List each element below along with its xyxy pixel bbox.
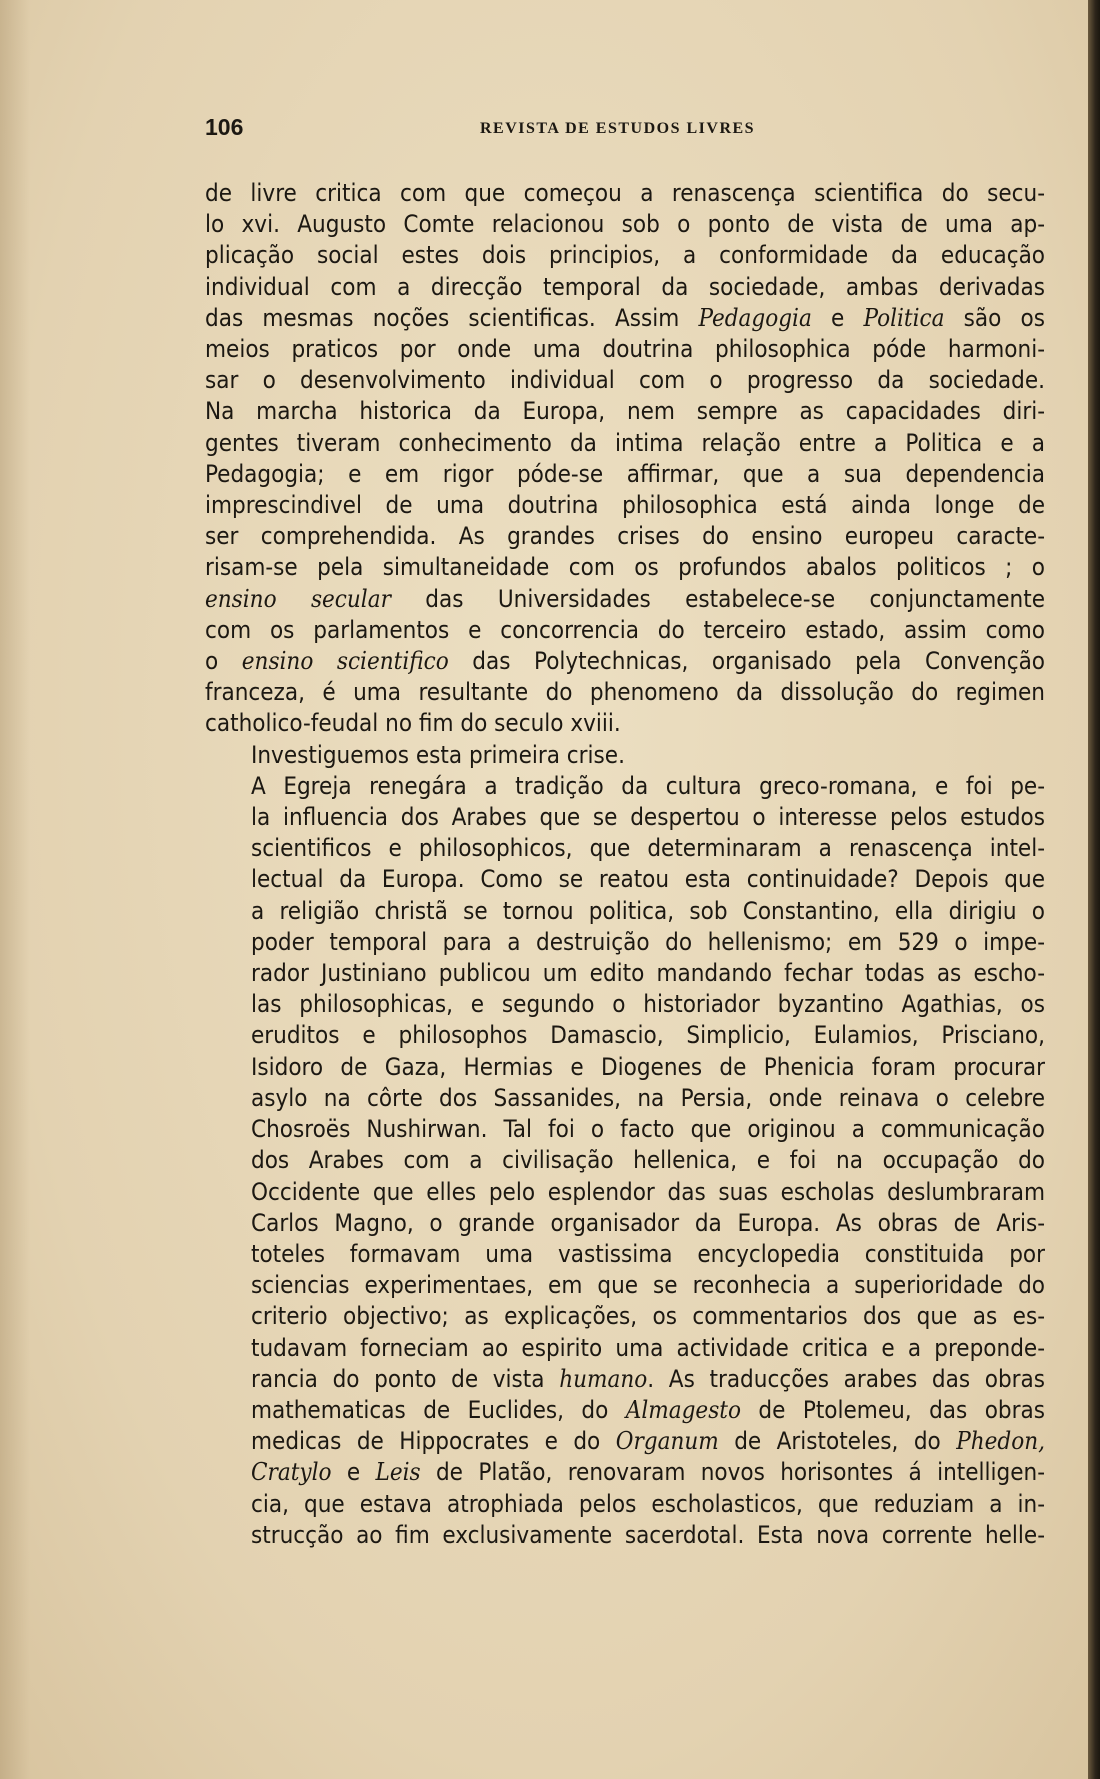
text-run: das mesmas noções scientificas. Assim [205, 303, 699, 332]
text-line [205, 1301, 1045, 1332]
text-line [205, 927, 1045, 958]
italic-text: Pedagogia [698, 303, 812, 332]
page-binding-edge [1088, 0, 1100, 1779]
text-line [205, 521, 1045, 552]
text-run: Occidente que elles pelo esplendor das suas escholas deslumbraram [251, 1177, 1045, 1206]
text-run: Carlos Magno, o grande organisador da Europa. As obras de Aris- [251, 1208, 1045, 1237]
text-run: rador Justiniano publicou um edito mandando fechar todas as escho- [251, 959, 1045, 988]
text-line [205, 708, 1045, 739]
paragraph [205, 178, 1045, 740]
text-run: asylo na côrte dos Sassanides, na Persia, onde reinava o celebre [251, 1083, 1045, 1112]
text-line [205, 833, 1045, 864]
text-run: catholico-feudal no fim do seculo xviii. [205, 709, 621, 738]
italic-text: Leis [375, 1458, 421, 1487]
text-run: de Ptolemeu, das obras [740, 1395, 1045, 1424]
text-run: o [205, 647, 242, 676]
text-line [205, 365, 1045, 396]
italic-text: Almagesto [625, 1395, 741, 1424]
text-line [205, 802, 1045, 833]
text-line [205, 272, 1045, 303]
text-line [205, 1270, 1045, 1301]
text-run: rancia do ponto de vista [251, 1364, 560, 1393]
body-text [205, 178, 1045, 1551]
text-line [205, 334, 1045, 365]
text-line [205, 1457, 1045, 1488]
italic-text: Phedon, [956, 1427, 1045, 1456]
text-line [205, 1395, 1045, 1426]
text-line [205, 396, 1045, 427]
text-line [205, 958, 1045, 989]
text-run: sciencias experimentaes, em que se reconhecia a superioridade do [251, 1271, 1045, 1300]
text-line [205, 178, 1045, 209]
text-run: meios praticos por onde uma doutrina philosophica póde harmoni- [205, 335, 1045, 364]
text-run: dos Arabes com a civilisação hellenica, e foi na occupação do [251, 1146, 1045, 1175]
text-run: plicação social estes dois principios, a conformidade da educação [205, 241, 1045, 270]
text-run: a religião christã se tornou politica, sob Constantino, ella dirigiu o [251, 896, 1045, 925]
text-line [205, 1520, 1045, 1551]
text-run: eruditos e philosophos Damascio, Simplicio, Eulamios, Prisciano, [251, 1021, 1045, 1050]
text-run: das Polytechnicas, organisado pela Convenção [448, 647, 1045, 676]
text-run: A Egreja renegára a tradição da cultura greco-romana, e foi pe- [251, 771, 1045, 800]
text-run: scientificos e philosophicos, que determinaram a renascença intel- [251, 834, 1045, 863]
text-run: Chosroës Nushirwan. Tal foi o facto que originou a communicação [251, 1115, 1045, 1144]
page-number: 106 [205, 114, 244, 140]
text-line [205, 1208, 1045, 1239]
text-run: ser comprehendida. As grandes crises do ensino europeu caracte- [205, 522, 1045, 551]
text-line [205, 1114, 1045, 1145]
text-line [205, 459, 1045, 490]
text-line [205, 1426, 1045, 1457]
text-run: franceza, é uma resultante do phenomeno da dissolução do regimen [205, 678, 1045, 707]
page-header [205, 114, 1045, 144]
text-run: Na marcha historica da Europa, nem sempre as capacidades diri- [205, 397, 1045, 426]
text-line [205, 771, 1045, 802]
text-run: lectual da Europa. Como se reatou esta continuidade? Depois que [251, 865, 1045, 894]
text-line [205, 303, 1045, 334]
text-run: e [331, 1458, 376, 1487]
paragraph [205, 771, 1045, 1551]
text-run: com os parlamentos e concorrencia do terceiro estado, assim como [205, 615, 1045, 644]
italic-text: Organum [615, 1427, 719, 1456]
paragraph [205, 740, 1045, 771]
text-line [205, 1239, 1045, 1270]
italic-text: ensino secular [205, 584, 391, 613]
page-left-shadow [0, 0, 30, 1779]
text-run: sar o desenvolvimento individual com o progresso da sociedade. [205, 366, 1045, 395]
text-run: tudavam forneciam ao espirito uma actividade critica e a preponde- [251, 1333, 1045, 1362]
text-line [205, 490, 1045, 521]
text-line [205, 584, 1045, 615]
text-line [205, 896, 1045, 927]
text-run: Pedagogia; e em rigor póde-se affirmar, que a sua dependencia [205, 459, 1045, 488]
text-run: poder temporal para a destruição do hellenismo; em 529 o impe- [251, 927, 1045, 956]
text-line [205, 1052, 1045, 1083]
text-line [205, 1145, 1045, 1176]
italic-text: ensino scientifico [241, 647, 449, 676]
text-run: de livre critica com que começou a renascença scientifica do secu- [205, 179, 1045, 207]
text-line [205, 552, 1045, 583]
text-run: de Aristoteles, do [718, 1427, 957, 1456]
italic-text: Cratylo [251, 1458, 332, 1487]
text-line [205, 1364, 1045, 1395]
text-run: são os [944, 303, 1046, 332]
text-line [205, 1177, 1045, 1208]
text-line [205, 615, 1045, 646]
text-run: de Platão, renovaram novos horisontes á intelligen- [420, 1458, 1046, 1487]
text-run: imprescindivel de uma doutrina philosophica está ainda longe de [205, 491, 1045, 520]
text-run: criterio objectivo; as explicações, os commentarios dos que as es- [251, 1302, 1045, 1331]
text-line [205, 1083, 1045, 1114]
text-run: . As traducções arabes das obras [647, 1364, 1046, 1393]
text-line [205, 646, 1045, 677]
text-run: las philosophicas, e segundo o historiador byzantino Agathias, os [251, 990, 1045, 1019]
text-line [205, 864, 1045, 895]
text-run: strucção ao fim exclusivamente sacerdotal. Esta nova corrente helle- [251, 1520, 1045, 1549]
text-run: gentes tiveram conhecimento da intima relação entre a Politica e a [205, 428, 1045, 457]
italic-text: humano [559, 1364, 648, 1393]
text-run: lo xvi. Augusto Comte relacionou sob o ponto de vista de uma ap- [205, 210, 1045, 239]
text-line [205, 740, 1045, 771]
text-run: risam-se pela simultaneidade com os profundos abalos politicos ; o [205, 553, 1045, 582]
text-line [205, 240, 1045, 271]
text-run: medicas de Hippocrates e do [251, 1427, 616, 1456]
text-run: Investiguemos esta primeira crise. [251, 740, 625, 769]
text-run: das Universidades estabelece-se conjunctamente [390, 584, 1045, 613]
italic-text: Politica [863, 303, 945, 332]
text-line [205, 209, 1045, 240]
text-line [205, 428, 1045, 459]
text-line [205, 1489, 1045, 1520]
text-run: mathematicas de Euclides, do [251, 1395, 626, 1424]
text-run: la influencia dos Arabes que se despertou o interesse pelos estudos [251, 803, 1045, 832]
text-line [205, 677, 1045, 708]
text-run: cia, que estava atrophiada pelos escholasticos, que reduziam a in- [251, 1489, 1045, 1518]
text-run: e [811, 303, 864, 332]
text-run: individual com a direcção temporal da sociedade, ambas derivadas [205, 272, 1045, 301]
text-run: Isidoro de Gaza, Hermias e Diogenes de Phenicia foram procurar [251, 1052, 1045, 1081]
text-line [205, 989, 1045, 1020]
text-line [205, 1333, 1045, 1364]
text-line [205, 1020, 1045, 1051]
text-run: toteles formavam uma vastissima encyclopedia constituida por [251, 1239, 1045, 1268]
running-title: REVISTA DE ESTUDOS LIVRES [480, 120, 756, 137]
